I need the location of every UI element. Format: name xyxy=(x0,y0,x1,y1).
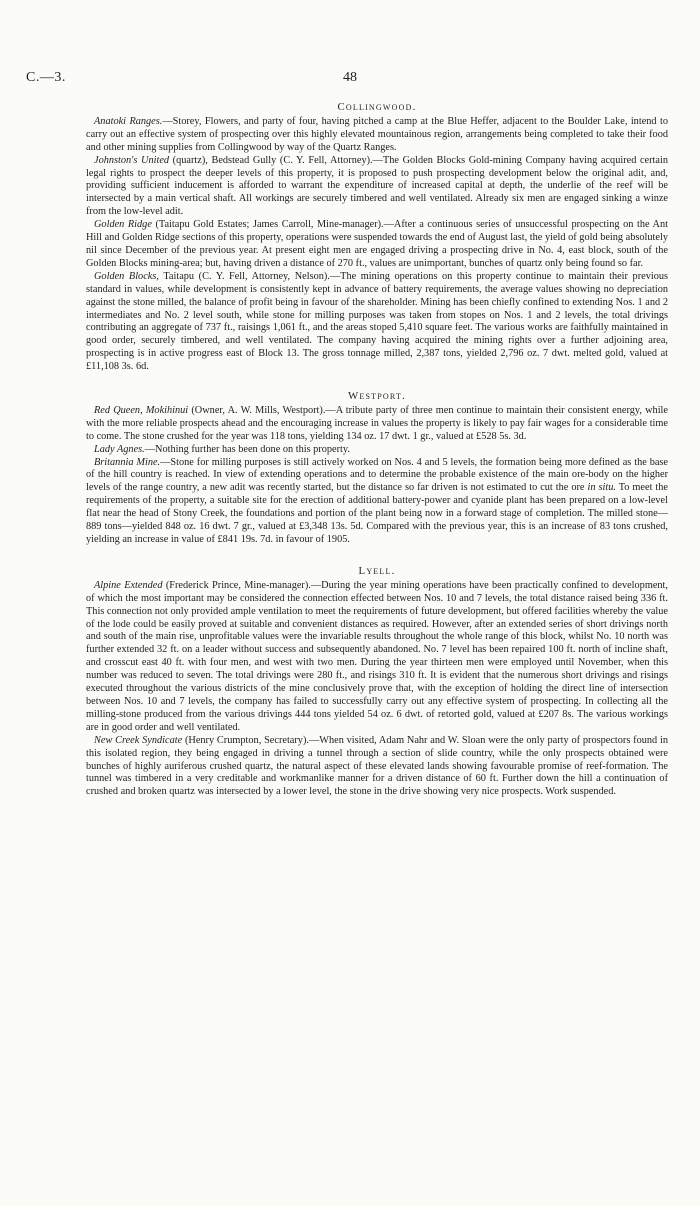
entry-title: New Creek Syndicate xyxy=(94,734,183,746)
page-body xyxy=(86,99,668,799)
entry-text: (Owner, A. W. Mills, Westport).—A tribute party of three men continue to maintain their consistent energy, while with the more reliable prospects ahead and the encouraging increase in values the property is likely to pay fair wages for a considerable time to come. The stone crushed for the year was 118 tons, yielding 134 oz. 17 dwt. 1 gr., valued at £528 5s. 3d. xyxy=(86,404,668,442)
paragraph xyxy=(86,735,668,800)
entry-text: (Taitapu Gold Estates; James Carroll, Mine-manager).—After a continuous series of unsuccessful prospecting on the Ant Hill and Golden Ridge sections of this property, operations were suspended towards the end of August last, the yield of gold being absolutely nil since December of the previous year. At present eight men are engaged driving a prospecting drive in No. 4, east block, south of the Golden Blocks mining-area; but, having driven a distance of 270 ft., values are unimportant, bunches of quartz only being found so far. xyxy=(86,219,668,269)
entry-title: Johnston's United xyxy=(94,154,170,166)
paragraph xyxy=(86,219,668,271)
italic-phrase: in situ. xyxy=(587,482,616,494)
paragraph xyxy=(86,580,668,735)
section-collingwood xyxy=(86,101,668,374)
section-heading: Westport. xyxy=(348,390,406,403)
entry-text: (quartz), Bedstead Gully (C. Y. Fell, Attorney).—The Golden Blocks Gold-mining Company having acquired certain legal rights to prospect the deeper levels of this property, it is proposed to push prospecting development below the original adit, and, providing sufficient inducement is afforded to warrant the expenditure of increased capital at depth, the underlie of the reef will be intersected by a main vertical shaft. All workings are securely timbered and well ventilated. Already six men are engaged sinking a winze from the low-level adit. xyxy=(86,154,668,218)
paragraph xyxy=(86,457,668,547)
entry-title: Golden Blocks xyxy=(94,270,157,282)
paragraph xyxy=(86,116,668,155)
entry-text: , Taitapu (C. Y. Fell, Attorney, Nelson).—The mining operations on this property continue to maintain their previous standard in values, while development is consistently kept in advance of battery requirements, the average values showing no depreciation against the stone milled, the balance of profit being in favour of the shareholder. Mining has been chiefly confined to extending Nos. 1 and 2 intermediates and No. 2 level south, while stone for milling purposes was taken from stopes on Nos. 1 and 2 levels, the total drivings contributing an aggregate of 737 ft., raisings 1,061 ft., and the areas stoped 5,410 square feet. The various works are faithfully maintained in good order, securely timbered, and well ventilated. The company having acquired the mining rights over a further adjoining area, prospecting is in active progress east of Block 13. The gross tonnage milled, 2,387 tons, yielded 2,796 oz. 7 dwt. melted gold, valued at £11,108 3s. 6d. xyxy=(86,270,669,373)
parliamentary-paper-reference: C.—3. xyxy=(26,70,66,85)
section-lyell xyxy=(86,565,668,799)
entry-text: —Storey, Flowers, and party of four, having pitched a camp at the Blue Heffer, adjacent to the Boulder Lake, intend to carry out an effective system of prospecting over this highly elevated mountainous region, arrangements being completed to take their food and other mining supplies from Collingwood by way of the Quartz Ranges. xyxy=(86,115,668,153)
entry-title: Britannia Mine. xyxy=(94,456,161,468)
entry-text: —Nothing further has been done on this property. xyxy=(144,443,350,455)
paragraph xyxy=(86,271,668,374)
entry-title: Golden Ridge xyxy=(94,219,152,231)
entry-text-continued: To meet the requirements of the property, a suitable site for the erection of additional battery-power and cyanide plant has been prepared on a low-level flat near the head of Stony Creek, the foundations and portion of the plant being now in a forward stage of completion. The milled stone—889 tons—yielded 848 oz. 16 dwt. 7 gr., valued at £3,348 13s. 5d. Compared with the previous year, this is an increase of 83 tons crushed, yielding an increase in value of £841 19s. 7d. in favour of 1905. xyxy=(86,482,668,545)
entry-text: (Frederick Prince, Mine-manager).—During the year mining operations have been practically confined to development, of which the most important may be considered the connection effected between Nos. 10 and 7 levels, the total distance raised being 336 ft. This connection not only provided ample ventilation to meet the requirements of future development, but offered facilities whereby the value of the lode could be easily proved at suitable and convenient distances as required. However, after an extended series of short drivings north and south of the main rise, unprofitable values were the invariable results throughout the whole range of this block, whilst No. 10 north was further extended 32 ft. on a leader without success and subsequently abandoned. No. 7 level has been repaired 100 ft. north of incline shaft, and crosscut east 40 ft. with four men, and west with two men. During the year thirteen men were employed until November, when this number was reduced to seven. The total drivings were 280 ft., and risings 310 ft. It is evident that the numerous short drivings and risings executed throughout the various districts of the mine conclusively prove that, with the exception of holding the direct line of intersection between Nos. 10 and 7 levels, the company has failed to successfully carry out any effective system of prospecting. In collecting all the milling-stone produced from the various drivings 444 tons yielded 54 oz. 6 dwt. of retorted gold, valued at £207 8s. The various workings are in good order and well ventilated. xyxy=(86,579,668,733)
entry-text: —Stone for milling purposes is still actively worked on Nos. 4 and 5 levels, the formation being more defined as the base of the hill country is reached. In view of extending operations and to determine the probable existence of the main ore-body on the higher levels of the range country, a new adit was recently started, but the distance so far driven is not estimated to cut the ore xyxy=(86,456,668,494)
section-heading: Lyell. xyxy=(358,564,396,577)
paragraph xyxy=(86,155,668,220)
paragraph xyxy=(86,405,668,444)
entry-text: (Henry Crumpton, Secretary).—When visited, Adam Nahr and W. Sloan were the only party of prospectors found in this isolated region, they being engaged in driving a tunnel through a section of slide country, while the only prospects obtained were bunches of highly auriferous crushed quartz, the natural aspect of these elevated lands showing favourable promise of reef-formation. The tunnel was timbered in a very creditable and workmanlike manner for a driven distance of 60 ft. Further down the hill a continuation of crushed and broken quartz was intersected by a lower level, the stone in the drive showing very nice prospects. Work suspended. xyxy=(86,734,668,798)
entry-title: Red Queen, Mokihinui xyxy=(94,404,189,416)
section-westport xyxy=(86,390,668,547)
entry-title: Lady Agnes. xyxy=(94,443,145,455)
entry-title: Anatoki Ranges. xyxy=(94,115,163,127)
section-heading: Collingwood. xyxy=(337,101,417,113)
page-number: 48 xyxy=(343,70,357,85)
paragraph xyxy=(86,444,668,457)
entry-title: Alpine Extended xyxy=(94,579,163,591)
